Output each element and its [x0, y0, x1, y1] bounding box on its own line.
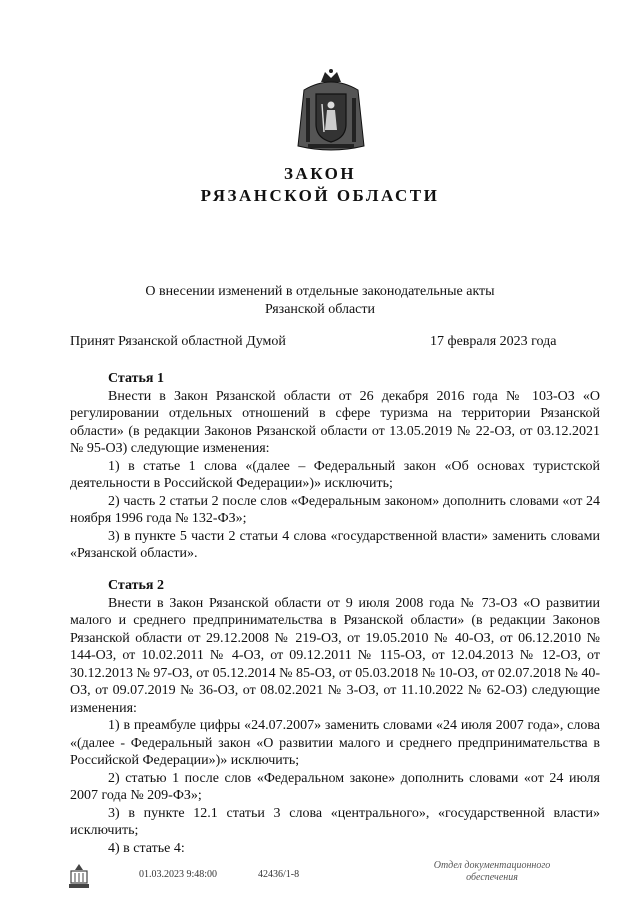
article-heading: Статья 1 — [108, 371, 164, 386]
adoption-date: 17 февраля 2023 года — [430, 334, 557, 349]
article-paragraph: Внести в Закон Рязанской области от 9 июля 2008 года № 73-ОЗ «О развитии малого и среднего предпринимательства в Рязанской области» (в редакции Законов Рязанской области от 29.12.2008 № 219-ОЗ, от 19.05.2010 № 40-ОЗ, от 06.12.2010 № 144-ОЗ, от 10.02.2011 № 4-ОЗ, от 09.12.2011 № 115-ОЗ, от 12.04.2013 № 12-ОЗ, от 30.12.2013 № 97-ОЗ, от 05.12.2014 № 85-ОЗ, от 05.03.2018 № 10-ОЗ, от 02.07.2018 № 40-ОЗ, от 09.07.2019 № 36-ОЗ, от 08.02.2021 № 3-ОЗ, от 11.10.2022 № 62-ОЗ) следующие изменения: — [70, 595, 600, 716]
article-paragraph: 1) в статье 1 слова «(далее – Федеральный закон «Об основах туристской деятельности в Российской Федерации»)» исключить; — [70, 458, 600, 491]
law-title: ЗАКОН — [283, 164, 357, 183]
duma-logo-icon — [66, 862, 92, 892]
article-paragraph: 2) часть 2 статьи 2 после слов «Федеральным законом» дополнить словами «от 24 ноября 1996 года № 132-ФЗ»; — [70, 493, 600, 526]
department-stamp — [432, 860, 552, 884]
stamp-line-2: обеспечения — [466, 872, 518, 883]
subject-line-2: Рязанской области — [264, 302, 376, 317]
article-heading: Статья 2 — [108, 578, 164, 593]
article-paragraph: 3) в пункте 5 части 2 статьи 4 слова «государственной власти» заменить словами «Рязанской области». — [70, 528, 600, 561]
article-paragraph: 1) в преамбуле цифры «24.07.2007» заменить словами «24 июля 2007 года», слова «(далее - Федеральный закон «О развитии малого и среднего предпринимательства в Российской Федерации»)» исключить; — [70, 718, 600, 768]
article-paragraph: 3) в пункте 12.1 статьи 3 слова «центрального», «государственной власти» исключить; — [70, 805, 600, 838]
footer-timestamp: 01.03.2023 9:48:00 — [139, 869, 218, 880]
footer-doc-code: 42436/1-8 — [258, 869, 300, 880]
article-2 — [70, 577, 600, 857]
subject-line-1: О внесении изменений в отдельные законодательные акты — [145, 284, 495, 299]
coat-of-arms-icon — [294, 68, 368, 154]
stamp-line-1: Отдел документационного — [433, 860, 551, 871]
article-paragraph: 4) в статье 4: — [108, 840, 185, 856]
article-paragraph: Внести в Закон Рязанской области от 26 декабря 2016 года № 103-ОЗ «О регулировании отдельных отношений в сфере туризма на территории Рязанской области» (в редакции Законов Рязанской области от 13.05.2019 № 22-ОЗ, от 03.12.2021 № 95-ОЗ) следующие изменения: — [70, 388, 600, 456]
law-region: РЯЗАНСКОЙ ОБЛАСТИ — [200, 186, 440, 205]
article-1 — [70, 370, 600, 563]
article-paragraph: 2) статью 1 после слов «Федеральном законе» дополнить словами «от 24 июля 2007 года № 209-ФЗ»; — [70, 770, 600, 803]
adoption-body: Принят Рязанской областной Думой — [70, 334, 286, 349]
